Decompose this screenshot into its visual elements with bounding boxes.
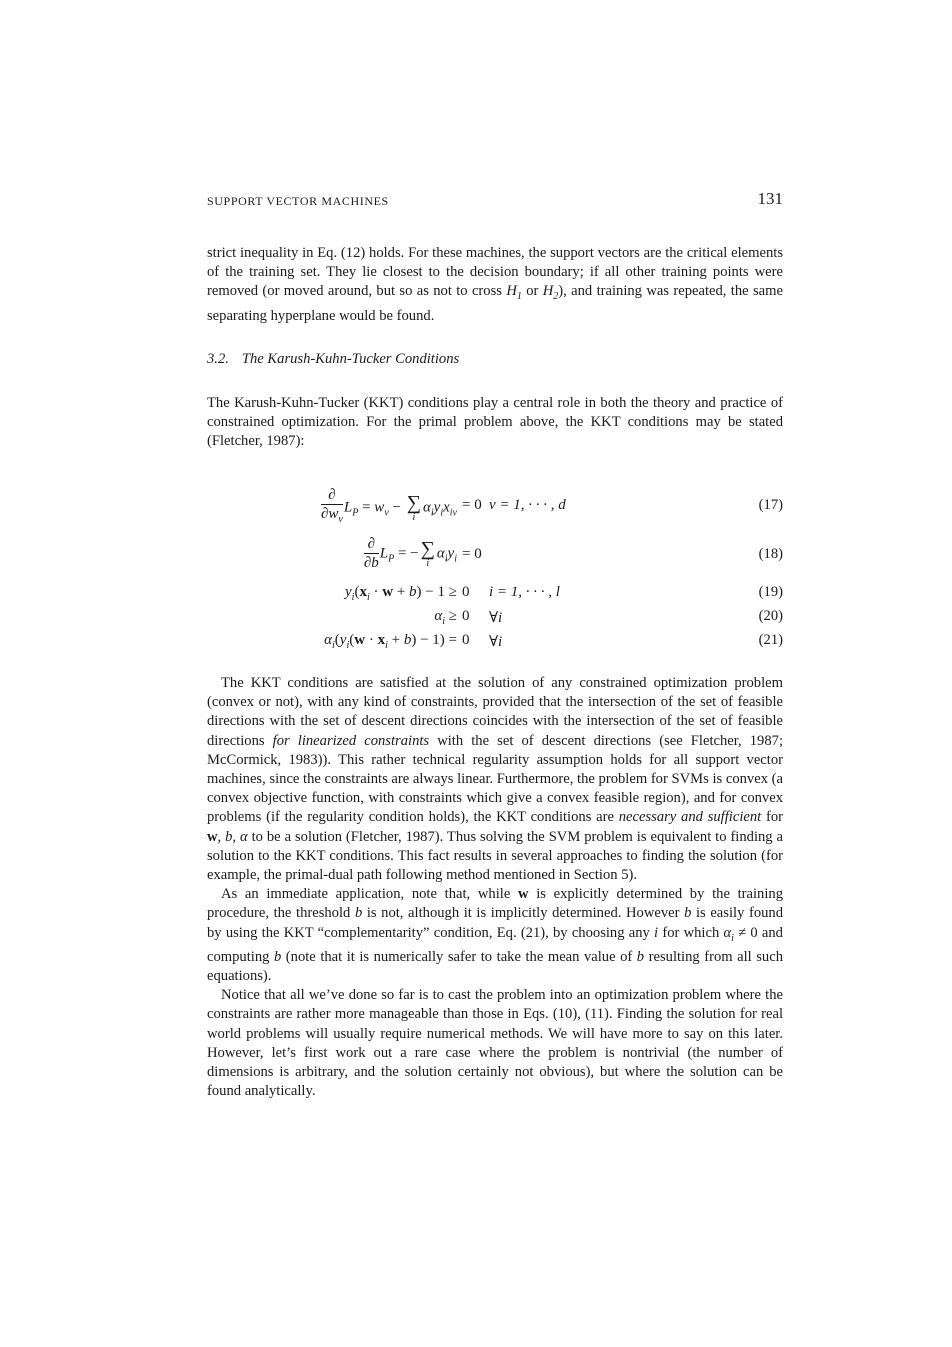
text: for: [761, 809, 783, 826]
emphasis: for linearized constraints: [272, 732, 430, 749]
text: is explicitly determined by the training procedure, the threshold: [207, 886, 784, 922]
math-subscript: 1: [516, 291, 522, 303]
equation-21: [207, 632, 783, 662]
math-b: b: [636, 948, 645, 965]
math-neq: ≠ 0: [733, 924, 758, 941]
section-number: 3.2.: [207, 351, 229, 367]
math-symbol: α: [723, 924, 732, 941]
equation-19-condition: i = 1, · · · , l: [489, 584, 560, 600]
text: As an immediate application, note that, while: [221, 886, 518, 903]
text: to be a solution (Fletcher, 1987). Thus solving the SVM problem is equivalent to finding a solution to the KKT conditions. This fact results in several approaches to finding the solution (for example, the primal-dual path following method mentioned in Section 5).: [207, 828, 784, 884]
math-w: w: [207, 828, 218, 845]
math-i: i: [654, 924, 659, 941]
equation-19-rhs: 0: [462, 584, 470, 600]
paragraph-intro: [207, 244, 783, 326]
math-subscript: i: [731, 932, 734, 944]
text: ,: [217, 828, 226, 845]
paragraph-notice: Notice that all we’ve done so far is to cast the problem into an optimization problem where the constraints are rather more manageable than those in Eqs. (10), (11). Finding the solution for real world problems will usually require numerical methods. We will have more to say on this later. However, let’s first work out a rare case where the problem is nontrivial (the number of dimensions is arbitrary, and the solution certainly not obvious), but where the solution can be found analytically.: [207, 987, 783, 1100]
equation-17-rhs: = 0: [462, 497, 482, 513]
text: for which: [658, 924, 724, 941]
partial-derivative: $\frac{\partial}{\partial b}$: [363, 536, 379, 571]
running-head: [207, 189, 783, 213]
math-b: b: [273, 948, 282, 965]
math-h1: [506, 283, 522, 303]
page-number: 131: [757, 189, 783, 208]
math-symbol: H: [506, 283, 517, 300]
text: strict inequality in Eq. (12) holds. For these machines, the support vectors are the critical elements of the training set. They lie closest to the decision boundary; if all other training points were removed (or moved around, but so as not to cross: [207, 245, 783, 300]
equation-20-number: (20): [758, 608, 783, 624]
equation-18-number: (18): [758, 546, 783, 562]
equation-17-lhs: $\frac{\partial}{\partial w_\nu}$ $L_P = w_\nu$ − ∑ i $\alpha_iy_ix_{i\nu}$: [321, 487, 457, 529]
text: The KKT conditions are satisfied at the solution of any constrained optimization problem (convex or not), with any kind of constraints, provided that the intersection of the set of feasible directions with the set of descent directions coincides with the intersection of the set of feasible directions: [207, 675, 783, 749]
equation-21-number: (21): [758, 632, 783, 648]
body-text: [207, 674, 783, 1101]
paragraph-threshold: [207, 885, 783, 986]
math-subscript: 2: [553, 291, 559, 303]
equation-18: [207, 536, 783, 578]
equation-18-rhs: = 0: [462, 546, 482, 562]
math-alpha: α: [240, 828, 248, 845]
equation-20-rhs: 0: [462, 608, 470, 624]
text: is not, although it is implicitly determined. However: [362, 905, 685, 922]
equation-17-number: (17): [758, 497, 783, 513]
sum-symbol: ∑ i: [420, 538, 435, 569]
equation-20-lhs: $\alpha_i$ ≥: [434, 608, 457, 627]
section-heading: [207, 351, 459, 368]
partial-derivative: $\frac{\partial}{\partial w_\nu}$: [321, 487, 343, 525]
equation-21-lhs: $\alpha_i(y_i(w \cdot x_i + b) - 1)$ =: [324, 632, 457, 651]
text: ), and training was repeated, the same separating hyperplane would be found.: [207, 283, 783, 324]
equation-17: [207, 487, 783, 529]
text: (note that it is numerically safer to take the mean value of: [281, 948, 637, 965]
text: or: [521, 283, 543, 300]
emphasis: necessary and sufficient: [618, 809, 762, 826]
text: ,: [232, 828, 240, 845]
math-alpha: [723, 924, 734, 944]
math-b: b: [225, 828, 233, 845]
equation-20-condition: ∀i: [489, 610, 503, 626]
equation-21-condition: ∀i: [489, 634, 503, 650]
section-title: The Karush-Kuhn-Tucker Conditions: [241, 351, 460, 367]
equation-19-number: (19): [758, 584, 783, 600]
math-symbol: H: [542, 283, 554, 300]
math-b: b: [354, 905, 363, 922]
equation-18-lhs: $\frac{\partial}{\partial b}$ $L_P$ = − ∑ i $\alpha_iy_i$: [363, 536, 457, 571]
text: resulting from all such equations).: [207, 948, 783, 984]
equation-21-rhs: 0: [462, 632, 470, 648]
text: with the set of descent directions (see Fletcher, 1987; McCormick, 1983)). This rather technical regularity assumption holds for all support vector machines, since the constraints are always linear. Furthermore, the problem for SVMs is convex (a convex objective function, with constraints which give a convex feasible region), and for convex problems (if the regularity condition holds), the KKT conditions are: [207, 732, 784, 826]
text: and computing: [207, 924, 783, 965]
paragraph-kkt-intro: The Karush-Kuhn-Tucker (KKT) conditions play a central role in both the theory and practice of constrained optimization. For the primal problem above, the KKT conditions may be stated (Fletcher, 1987):: [207, 395, 783, 450]
paragraph-kkt-satisfied: [207, 674, 783, 885]
equation-17-condition: ν = 1, · · · , d: [489, 497, 566, 513]
math-w: w: [518, 886, 529, 903]
math-b: b: [684, 905, 692, 922]
equation-19-lhs: $y_i(x_i \cdot w + b) - 1$ ≥: [345, 584, 457, 603]
math-h2: [542, 283, 559, 303]
running-title: SUPPORT VECTOR MACHINES: [207, 194, 389, 208]
sum-symbol: ∑ i: [406, 492, 421, 523]
text: is easily found by using the KKT “complementarity” condition, Eq. (21), by choosing any: [207, 905, 784, 941]
